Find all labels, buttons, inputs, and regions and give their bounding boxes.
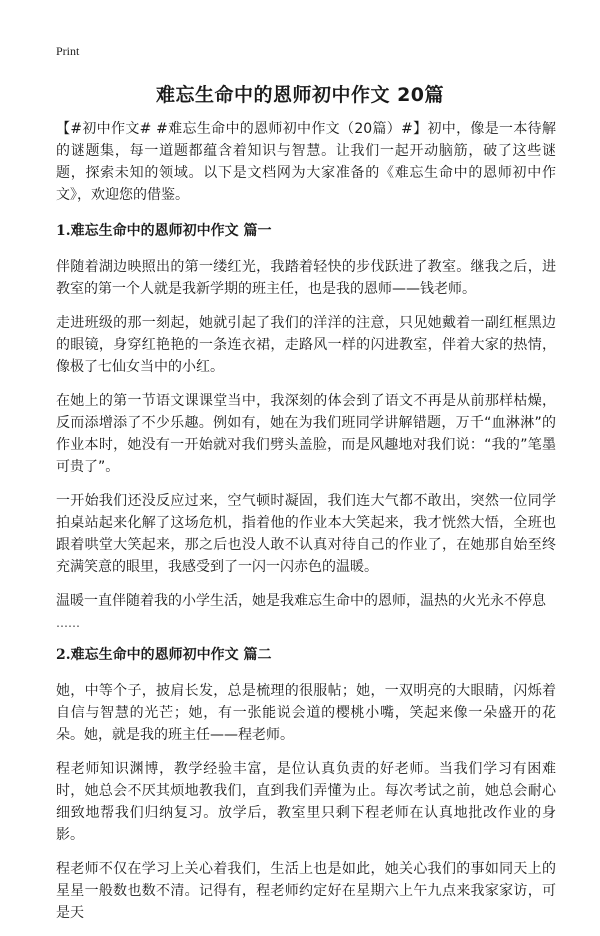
paragraph: 她，中等个子，披肩长发，总是梳理的很服帖；她，一双明亮的大眼睛，闪烁着自信与智慧的光芒；她，有一张能说会道的樱桃小嘴，笑起来像一朵盛开的花朵。她，就是我的班主任——程老师。 [56,683,556,743]
paragraph: 温暖一直伴随着我的小学生活，她是我难忘生命中的恩师，温热的火光永不停息 [56,593,546,609]
paragraph: 走进班级的那一刻起，她就引起了我们的洋洋的注意，只见她戴着一副红框黑边的眼镜，身穿红艳艳的一条连衣裙，走路风一样的闪进教室，伴着大家的热情，像极了七仙女当中的小红。 [56,315,556,375]
paragraph: 程老师不仅在学习上关心着我们，生活上也是如此，她关心我们的事如同天上的星星一般数也数不清。记得有，程老师约定好在星期六上午九点来我家家访，可是天 [56,861,556,921]
section-heading: 2.难忘生命中的恩师初中作文 篇二 [56,647,272,663]
continuation-ellipsis: …… [56,616,80,630]
paragraph: 程老师知识渊博，教学经验丰富，是位认真负责的好老师。当我们学习有困难时，她总会不厌其烦地教我们，直到我们弄懂为止。每次考试之前，她总会耐心细致地帮我们归纳复习。放学后，教室里只剩下程老师在认真地批改作业的身影。 [56,761,556,843]
section-2 [56,644,556,924]
section-heading: 1.难忘生命中的恩师初中作文 篇一 [56,223,272,239]
document-title: 难忘生命中的恩师初中作文 20篇 [155,84,445,106]
print-link[interactable]: Print [56,44,80,58]
paragraph: 一开始我们还没反应过来，空气顿时凝固，我们连大气都不敢出，突然一位同学拍桌站起来化解了这场危机，指着他的作业本大笑起来，我才恍然大悟，全班也跟着哄堂大笑起来，那之后也没人敢不认真对待自己的作业了，在她那自始至终充满笑意的眼里，我感受到了一闪一闪赤色的温暖。 [56,493,556,575]
paragraph: 在她上的第一节语文课课堂当中，我深刻的体会到了语文不再是从前那样枯燥，反而添增添了不少乐趣。例如有，她在为我们班同学讲解错题，万千“血淋淋”的作业本时，她没有一开始就对我们劈头盖脸，而是风趣地对我们说：“我的”笔墨可贵了”。 [56,393,556,475]
paragraph: 伴随着湖边映照出的第一缕红光，我踏着轻快的步伐跃进了教室。继我之后，进教室的第一个人就是我新学期的班主任，也是我的恩师——钱老师。 [56,259,556,297]
document-body [56,118,556,936]
intro-paragraph: 【#初中作文# #难忘生命中的恩师初中作文（20篇）#】初中，像是一本待解的谜题集，每一道题都蕴含着知识与智慧。让我们一起开动脑筋，破了这些谜题，探索未知的领域。以下是文档网为大家准备的《难忘生命中的恩师初中作文》，欢迎您的借鉴。 [56,121,556,203]
section-1 [56,220,556,630]
